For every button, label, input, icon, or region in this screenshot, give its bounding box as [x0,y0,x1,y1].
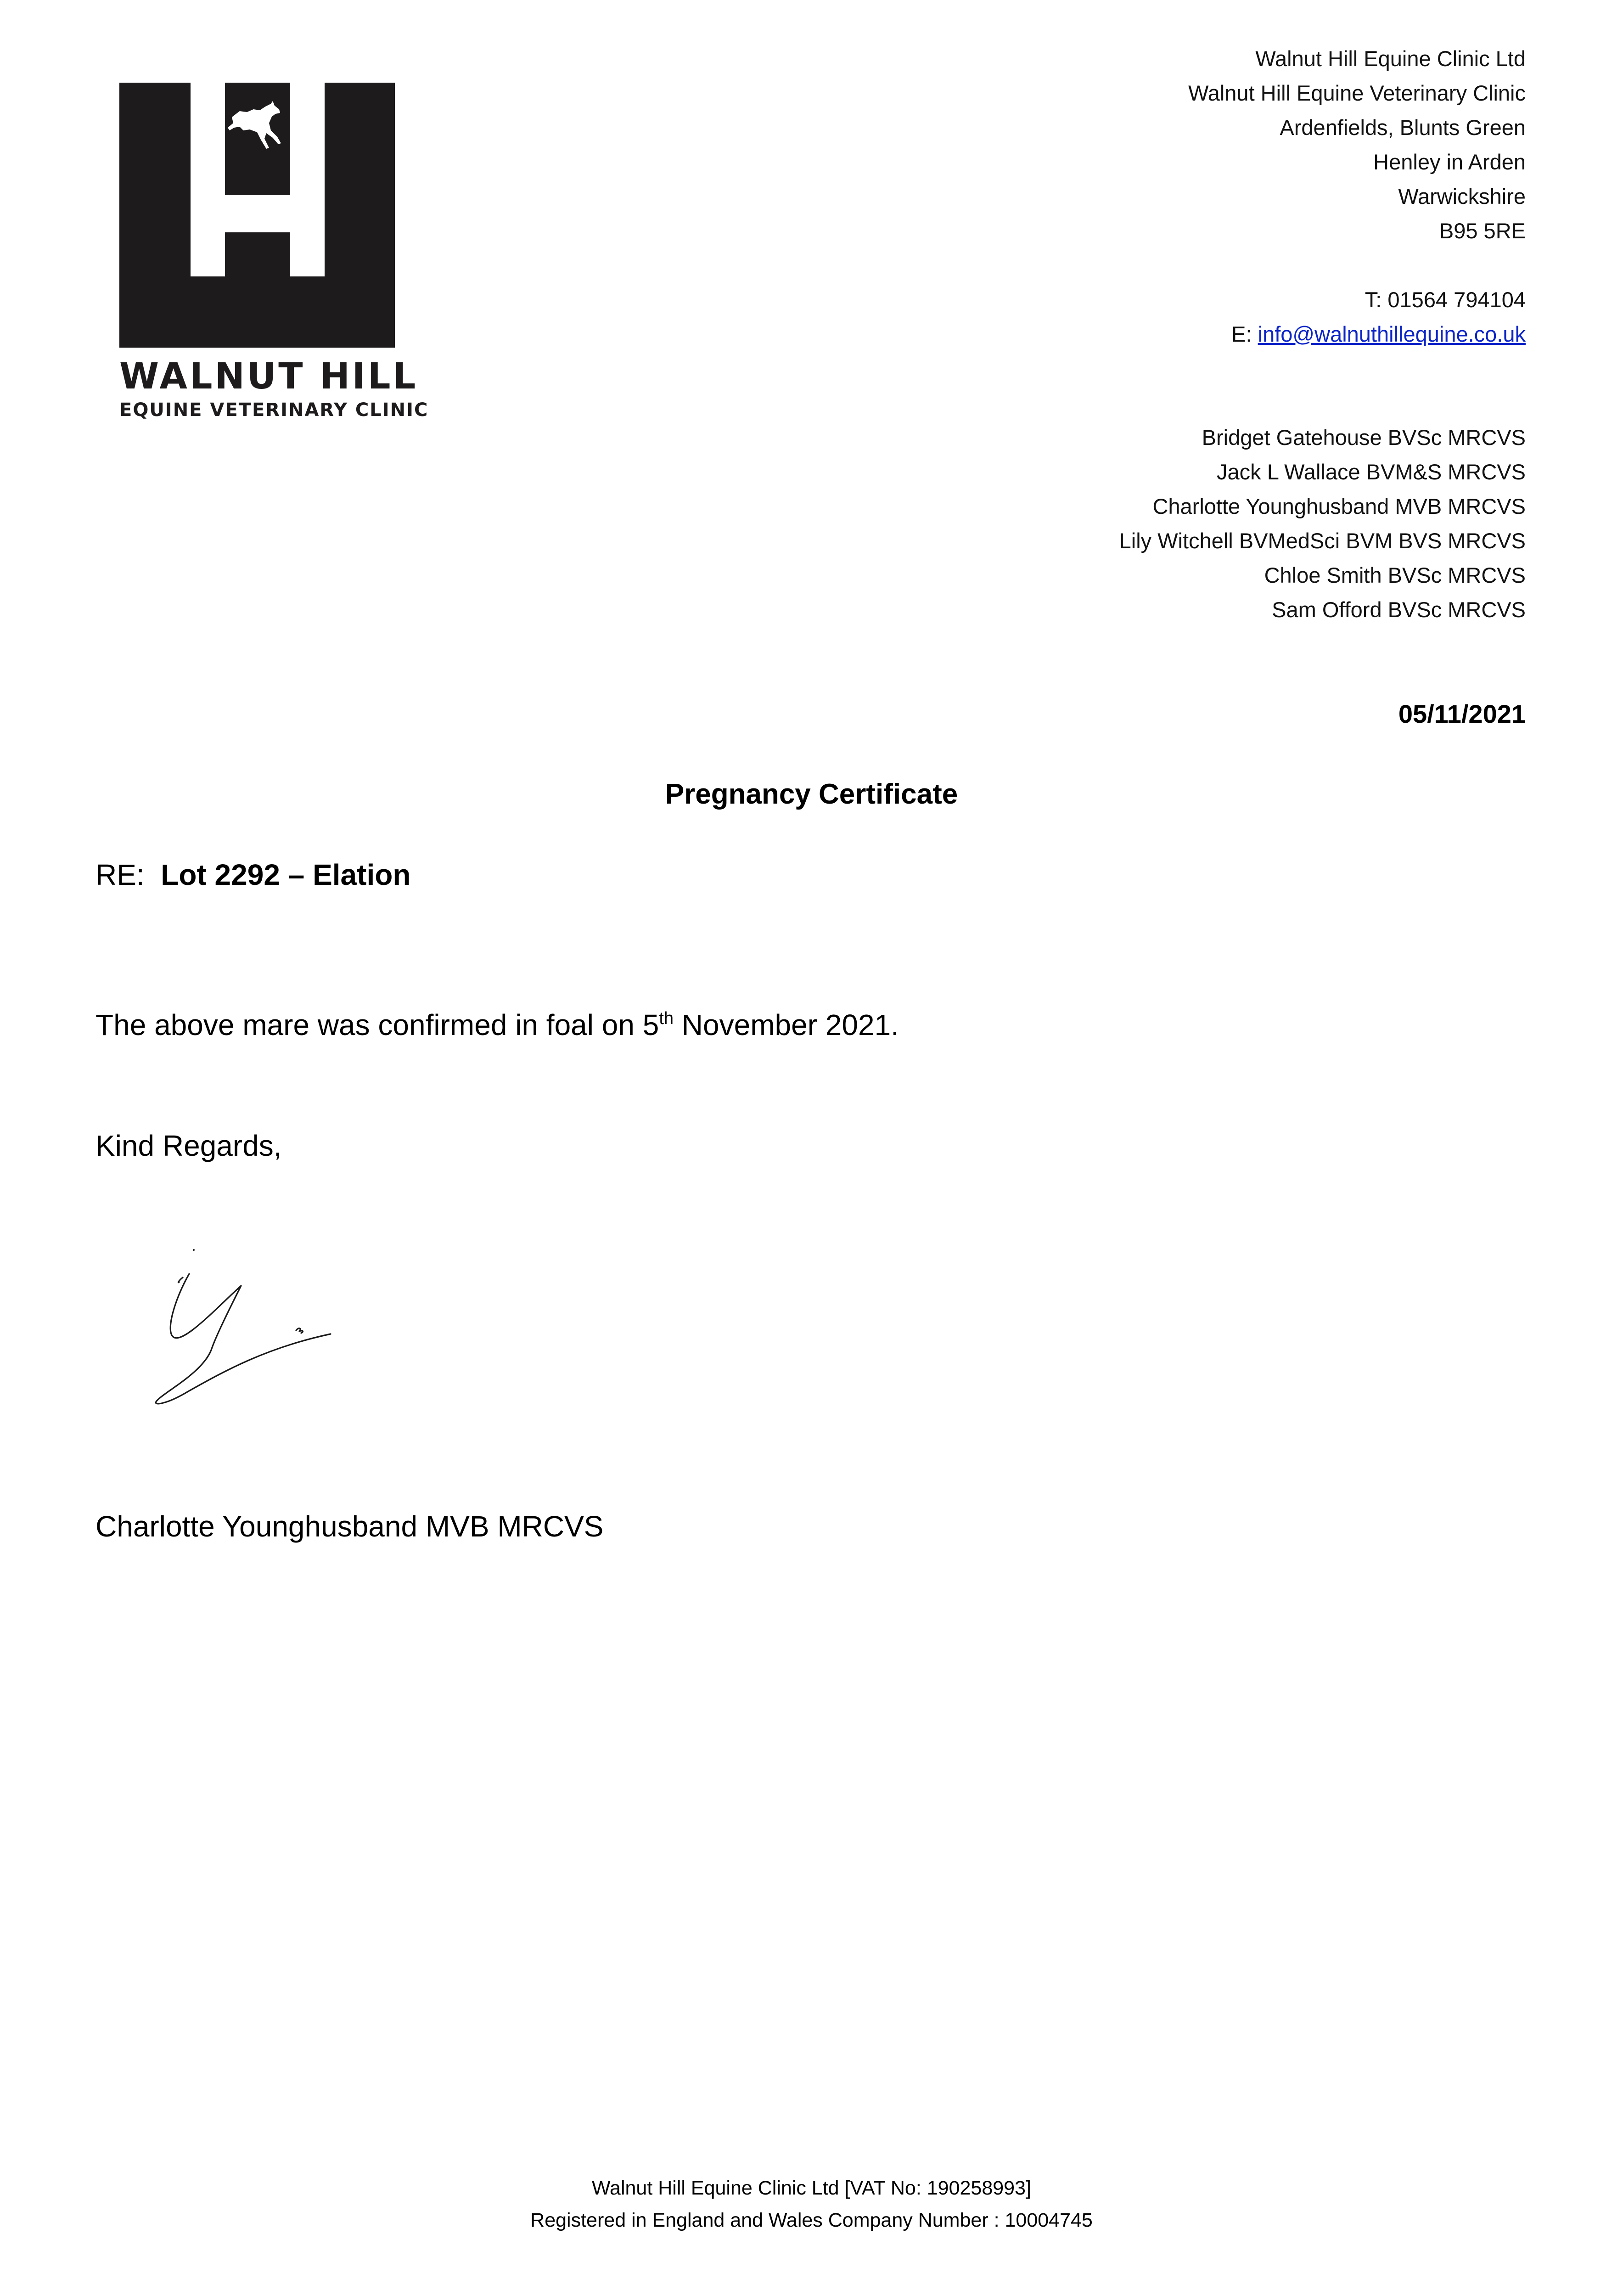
address-town: Henley in Arden [1373,150,1526,174]
vet-name: Charlotte Younghusband MVB MRCVS [1152,494,1526,518]
address-block [1119,41,1526,627]
footer-registration-line: Registered in England and Wales Company Number : 10004745 [530,2209,1093,2231]
clinic-logo [119,83,429,422]
document-title: Pregnancy Certificate [665,778,958,810]
footer-vat-line: Walnut Hill Equine Clinic Ltd [VAT No: 190258993] [592,2177,1031,2199]
statement-start: The above mare was confirmed in foal on 5 [95,1008,659,1041]
vet-name: Bridget Gatehouse BVSc MRCVS [1202,425,1526,450]
closing-salutation: Kind Regards, [95,1129,282,1162]
signature-icon [147,1240,349,1410]
logo-mark-icon [119,83,395,349]
body-statement [95,1008,899,1042]
statement-end: November 2021. [674,1008,899,1041]
vet-list [1119,420,1526,627]
email-line [1119,317,1526,351]
address-county: Warwickshire [1398,184,1526,208]
vet-name: Sam Offord BVSc MRCVS [1272,597,1526,622]
clinic-name: Walnut Hill Equine Veterinary Clinic [1188,81,1526,105]
logo-tagline: EQUINE VETERINARY CLINIC [119,400,429,421]
vet-name: Lily Witchell BVMedSci BVM BVS MRCVS [1119,529,1526,553]
signature [147,1240,349,1410]
re-label: RE: [95,858,145,891]
phone-number: T: 01564 794104 [1365,287,1526,312]
vet-name: Chloe Smith BVSc MRCVS [1264,563,1526,587]
vet-name: Jack L Wallace BVM&S MRCVS [1217,460,1526,484]
re-line [95,858,410,892]
page-footer [0,2172,1623,2236]
email-link[interactable]: info@walnuthillequine.co.uk [1258,322,1526,346]
company-name: Walnut Hill Equine Clinic Ltd [1255,46,1526,71]
signatory-name: Charlotte Younghusband MVB MRCVS [95,1510,604,1543]
email-prefix: E: [1231,322,1258,346]
address-street: Ardenfields, Blunts Green [1280,115,1526,140]
letter-date: 05/11/2021 [1398,699,1526,728]
re-subject: Lot 2292 – Elation [161,858,411,891]
address-postcode: B95 5RE [1439,219,1526,243]
statement-superscript: th [659,1009,674,1028]
logo-name: WALNUT HILL [119,356,418,397]
